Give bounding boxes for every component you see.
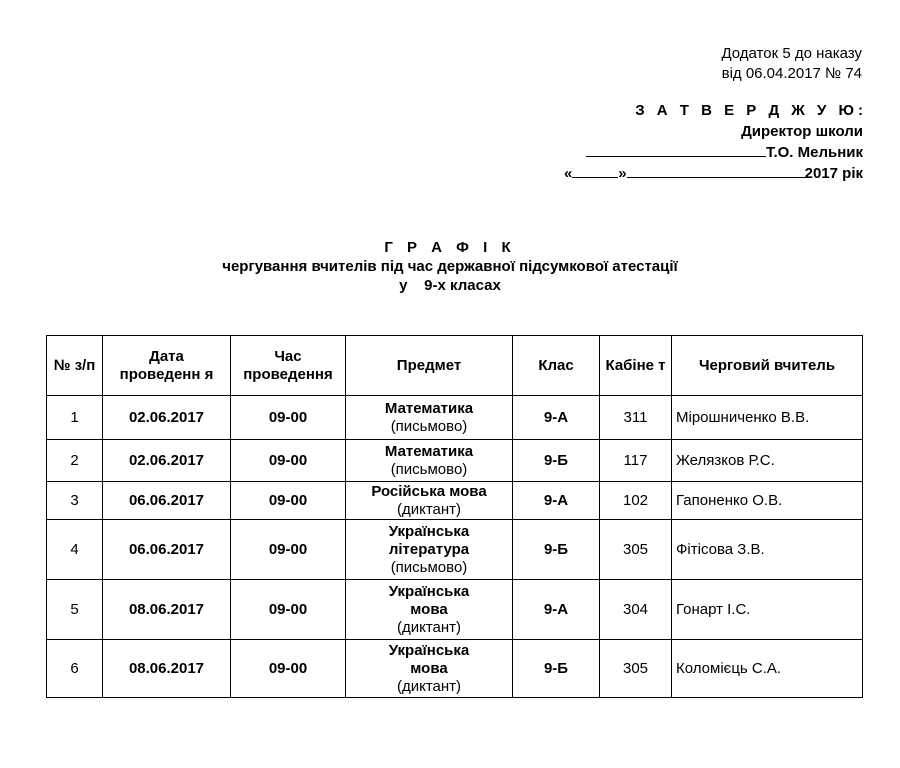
subject-detail: (диктант) bbox=[396, 677, 462, 695]
cell-subject bbox=[346, 396, 513, 440]
table-row bbox=[47, 640, 863, 698]
appendix-line-2: від 06.04.2017 № 74 bbox=[721, 65, 862, 82]
cell-date: 06.06.2017 bbox=[103, 482, 231, 520]
subject-name: Українська мова bbox=[388, 641, 470, 677]
cell-num: 3 bbox=[47, 482, 103, 520]
approval-title: З А Т В Е Р Д Ж У Ю: bbox=[635, 102, 867, 119]
header-class: Клас bbox=[513, 336, 600, 396]
cell-teacher: Гонарт І.С. bbox=[672, 580, 863, 640]
cell-subject bbox=[346, 580, 513, 640]
subject-name: Математика bbox=[384, 442, 474, 460]
table-row bbox=[47, 482, 863, 520]
cell-room: 305 bbox=[600, 640, 672, 698]
cell-num: 5 bbox=[47, 580, 103, 640]
cell-time: 09-00 bbox=[231, 520, 346, 580]
signature-blank bbox=[586, 142, 766, 157]
quote-open: « bbox=[563, 165, 573, 182]
cell-room: 311 bbox=[600, 396, 672, 440]
approval-block bbox=[443, 100, 867, 184]
header-subject: Предмет bbox=[346, 336, 513, 396]
table-row bbox=[47, 440, 863, 482]
subject-name: Українська література bbox=[388, 522, 470, 558]
cell-class: 9-Б bbox=[513, 640, 600, 698]
subject-detail: (письмово) bbox=[390, 460, 468, 478]
table-row bbox=[47, 580, 863, 640]
month-blank bbox=[627, 163, 805, 178]
cell-teacher: Фітісова З.В. bbox=[672, 520, 863, 580]
document-title: Г Р А Ф І К bbox=[384, 239, 516, 256]
cell-class: 9-А bbox=[513, 396, 600, 440]
cell-teacher: Мірошниченко В.В. bbox=[672, 396, 863, 440]
cell-teacher: Коломієць С.А. bbox=[672, 640, 863, 698]
cell-class: 9-А bbox=[513, 580, 600, 640]
header-num: № з/п bbox=[47, 336, 103, 396]
cell-class: 9-Б bbox=[513, 440, 600, 482]
cell-time: 09-00 bbox=[231, 640, 346, 698]
approval-position: Директор школи bbox=[741, 123, 863, 140]
cell-num: 4 bbox=[47, 520, 103, 580]
cell-teacher: Желязков Р.С. bbox=[672, 440, 863, 482]
document-subtitle: чергування вчителів під час державної підсумкової атестації bbox=[222, 258, 678, 275]
cell-room: 102 bbox=[600, 482, 672, 520]
table-header-row bbox=[47, 336, 863, 396]
cell-teacher: Гапоненко О.В. bbox=[672, 482, 863, 520]
subject-detail: (письмово) bbox=[390, 558, 468, 576]
day-blank bbox=[572, 163, 618, 178]
subject-detail: (диктант) bbox=[396, 618, 462, 636]
subject-name: Російська мова bbox=[371, 482, 487, 500]
approval-date-line bbox=[443, 163, 863, 184]
cell-room: 117 bbox=[600, 440, 672, 482]
table-row bbox=[47, 396, 863, 440]
table-row bbox=[47, 520, 863, 580]
cell-time: 09-00 bbox=[231, 396, 346, 440]
cell-class: 9-А bbox=[513, 482, 600, 520]
subject-detail: (диктант) bbox=[396, 500, 462, 518]
subject-name: Математика bbox=[384, 399, 474, 417]
cell-date: 06.06.2017 bbox=[103, 520, 231, 580]
cell-room: 305 bbox=[600, 520, 672, 580]
cell-subject bbox=[346, 440, 513, 482]
appendix-line-1: Додаток 5 до наказу bbox=[721, 45, 862, 62]
cell-date: 08.06.2017 bbox=[103, 580, 231, 640]
header-room: Кабіне т bbox=[600, 336, 672, 396]
subject-name: Українська мова bbox=[388, 582, 470, 618]
document-heading bbox=[0, 238, 900, 295]
cell-date: 02.06.2017 bbox=[103, 440, 231, 482]
header-teacher: Черговий вчитель bbox=[672, 336, 863, 396]
cell-time: 09-00 bbox=[231, 580, 346, 640]
document-subtitle-2: у 9-х класах bbox=[399, 277, 501, 294]
cell-time: 09-00 bbox=[231, 440, 346, 482]
cell-date: 08.06.2017 bbox=[103, 640, 231, 698]
subject-detail: (письмово) bbox=[390, 417, 468, 435]
header-time: Час проведення bbox=[231, 336, 346, 396]
approval-year: 2017 рік bbox=[804, 165, 863, 182]
quote-close: » bbox=[618, 165, 627, 182]
cell-num: 1 bbox=[47, 396, 103, 440]
cell-subject bbox=[346, 640, 513, 698]
cell-room: 304 bbox=[600, 580, 672, 640]
cell-num: 2 bbox=[47, 440, 103, 482]
approval-signature-line bbox=[443, 142, 863, 163]
header-date: Дата проведенн я bbox=[103, 336, 231, 396]
cell-time: 09-00 bbox=[231, 482, 346, 520]
cell-subject bbox=[346, 482, 513, 520]
cell-subject bbox=[346, 520, 513, 580]
cell-class: 9-Б bbox=[513, 520, 600, 580]
cell-num: 6 bbox=[47, 640, 103, 698]
approval-name: Т.О. Мельник bbox=[765, 144, 863, 161]
cell-date: 02.06.2017 bbox=[103, 396, 231, 440]
appendix-note bbox=[542, 44, 862, 84]
duty-schedule-table bbox=[46, 335, 863, 698]
